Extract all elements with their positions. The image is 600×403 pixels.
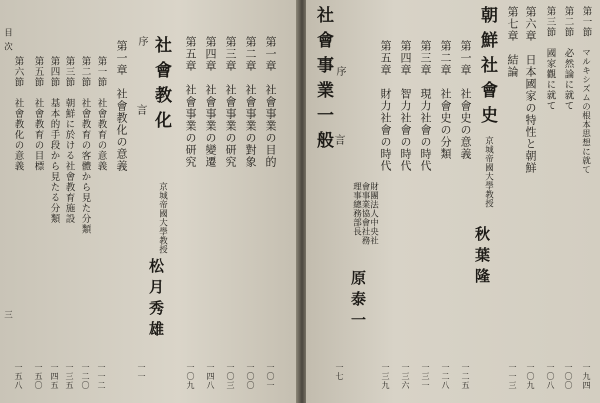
author-name: 秋葉隆 — [473, 226, 491, 289]
toc-page-number: 一〇八 — [546, 363, 555, 390]
toc-section-entry: 第二節 必然論に就て — [562, 6, 574, 111]
toc-page-number: 一三五 — [65, 363, 74, 390]
toc-page-number: 一〇三 — [226, 363, 235, 390]
toc-page-number: 一〇九 — [186, 363, 195, 390]
toc-section-entry: 第三節 國家觀に就て — [544, 6, 556, 111]
toc-chapter-entry: 第六章 日本國家の特性と朝鮮 — [524, 6, 537, 174]
toc-page-number: 一九四 — [582, 363, 591, 390]
toc-page-number: 一四五 — [50, 363, 59, 390]
part-title: 社會事業一般 — [313, 6, 333, 156]
toc-page-number: 一二八 — [441, 363, 450, 390]
author-affiliation: 京城帝國大學教授 — [157, 182, 168, 254]
toc-preface: 序 言 — [135, 36, 148, 116]
toc-chapter-entry: 第三章 社會事業の研究 — [224, 36, 237, 168]
toc-page-number: 一二五 — [461, 363, 470, 390]
toc-chapter-heading: 第一章 社會教化の意義 — [115, 40, 128, 172]
toc-section-entry: 第二節 社會教育の客體から見た分類 — [79, 56, 91, 235]
toc-page-number: 一四八 — [206, 363, 215, 390]
toc-page-number: 一三六 — [401, 363, 410, 390]
toc-page-number: 一三一 — [421, 363, 430, 390]
toc-page-number: 一〇一 — [266, 363, 275, 390]
toc-chapter-entry: 第四章 社會事業の變遷 — [204, 36, 217, 168]
toc-chapter-entry: 第二章 社會事業の對象 — [244, 36, 257, 168]
toc-chapter-entry: 第三章 現力社會の時代 — [419, 40, 432, 172]
part-title: 社會教化 — [151, 36, 171, 136]
toc-chapter-entry: 第四章 智力社會の時代 — [399, 40, 412, 172]
toc-page-number: 一〇九 — [526, 363, 535, 390]
author-affiliation: 京城帝國大學教授 — [483, 136, 494, 208]
toc-page-number: 一二〇 — [81, 363, 90, 390]
toc-page-number: 一〇〇 — [246, 363, 255, 390]
toc-section-entry: 第四節 基本的手段から見たる分類 — [48, 56, 60, 224]
left-edge-mark: 次 — [2, 42, 13, 51]
toc-section-entry: 第一節 社會教育の意義 — [95, 56, 107, 172]
part-title: 朝鮮社會史 — [477, 6, 497, 131]
toc-chapter-entry: 第一章 社會史の意義 — [459, 40, 472, 160]
toc-chapter-entry: 第五章 財力社會の時代 — [379, 40, 392, 172]
toc-section-entry: 第六節 社會教化の意義 — [12, 56, 24, 172]
toc-chapter-entry: 第五章 社會事業の研究 — [184, 36, 197, 168]
toc-page-number: 一三九 — [381, 363, 390, 390]
toc-section-entry: 第三節 朝鮮に於ける社會教育施設 — [63, 56, 75, 224]
toc-page-number: 一一二 — [97, 363, 106, 390]
toc-page-number: 一一 — [137, 363, 146, 381]
toc-chapter-entry: 第二章 社會史の分類 — [439, 40, 452, 160]
toc-page-number: 一一三 — [508, 363, 517, 390]
toc-section-entry: 第五節 社會教育の目標 — [32, 56, 44, 172]
toc-page-number: 一五八 — [14, 363, 23, 390]
toc-section-entry: 第一節 マルキシズムの根本思想に就て — [580, 6, 592, 174]
toc-chapter-entry: 第一章 社會事業の目的 — [264, 36, 277, 168]
toc-page-number: 一〇〇 — [564, 363, 573, 390]
author-name: 原泰一 — [349, 270, 367, 333]
toc-page-number: 一七 — [335, 363, 344, 381]
left-edge-mark: 三 — [2, 310, 13, 319]
toc-chapter-entry: 第七章 結論 — [506, 6, 519, 78]
toc-page-number: 一五〇 — [34, 363, 43, 390]
toc-preface: 序 言 — [333, 66, 346, 146]
left-edge-mark: 目 — [2, 28, 13, 37]
author-name: 松月秀雄 — [147, 258, 165, 342]
author-affiliation: 財團法人中央社會事業協會社務理事總務部長 — [351, 182, 379, 245]
